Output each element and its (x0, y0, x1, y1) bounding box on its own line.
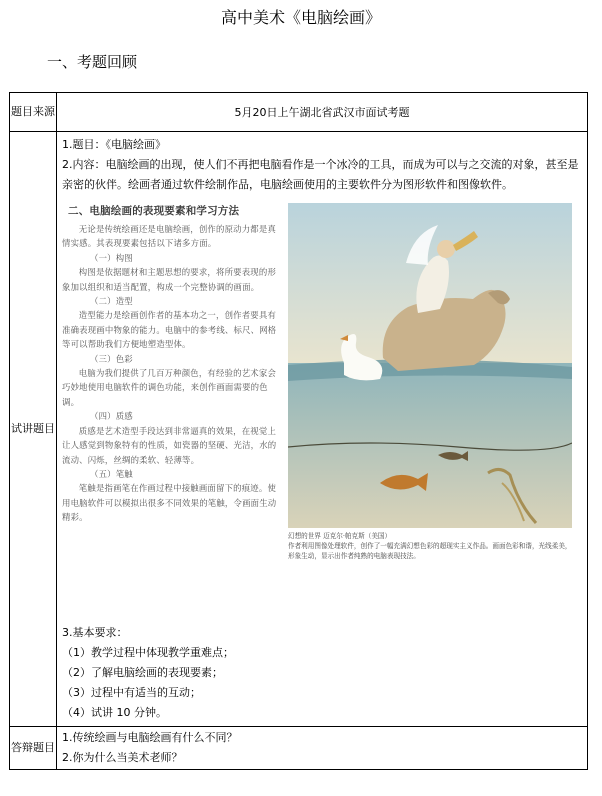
textbook-para-3: 电脑为我们提供了几百万种颜色，有经验的艺术家会巧妙地使用电脑软件的调色功能，来创作画面需要的色调。 (62, 368, 277, 407)
source-label: 题目来源 (10, 93, 57, 132)
trial-topic: 1.题目：《电脑绘画》 (62, 138, 166, 151)
defense-row (10, 727, 588, 770)
requirements-title: 3.基本要求： (62, 626, 128, 639)
trial-content-cell (57, 132, 588, 727)
textbook-para-2: 造型能力是绘画创作者的基本功之一，创作者要具有准确表现画中物象的能力。电脑中的参考线、标尺、网格等可以帮助我们方便地塑造型体。 (62, 310, 277, 350)
requirement-item: （1）教学过程中体现教学重难点； (62, 646, 234, 659)
textbook-excerpt (62, 201, 574, 617)
textbook-sub-2: （二）造型 (90, 296, 133, 307)
exam-table (9, 92, 588, 770)
trial-row (10, 132, 588, 727)
textbook-intro: 无论是传统绘画还是电脑绘画，创作的原动力都是真情实感。其表现要素包括以下诸多方面。 (62, 224, 277, 249)
painting-caption-text: 作者利用图像处理软件，创作了一幅充满幻想色彩的超现实主义作品。画面色彩和谐，光线柔美，形象生动，显示出作者纯熟的电脑表现技法。 (288, 542, 572, 560)
document-title: 高中美术《电脑绘画》 (220, 8, 381, 27)
textbook-heading: 二、电脑绘画的表现要素和学习方法 (68, 205, 240, 217)
trial-content: 2.内容：电脑绘画的出现，使人们不再把电脑看作是一个冰冷的工具，而成为可以与之交流的对象，甚至是亲密的伙伴。绘画者通过软件绘制作品，电脑绘画使用的主要软件分为图形软件和图像软件。 (62, 158, 579, 191)
textbook-para-4: 质感是艺术造型手段达到非常逼真的效果，在视觉上让人感觉到物象特有的性质，如瓷器的坚硬、光洁，水的流动、闪烁，丝绸的柔软、轻薄等。 (62, 425, 277, 465)
textbook-para-5: 笔触是指画笔在作画过程中接触画面留下的痕迹。使用电脑软件可以模拟出很多不同效果的笔触，令画面生动精彩。 (62, 483, 277, 523)
fantasy-world-painting (288, 203, 572, 528)
textbook-text (62, 201, 284, 525)
textbook-para-1: 构图是依据题材和主题思想的要求，将所要表现的形象加以组织和适当配置，构成一个完整协调的画面。 (62, 267, 277, 292)
textbook-sub-3: （三）色彩 (90, 353, 133, 364)
source-row (10, 93, 588, 132)
defense-question: 1.传统绘画与电脑绘画有什么不同？ (62, 731, 238, 744)
painting-caption (288, 531, 572, 561)
textbook-sub-1: （一）构图 (90, 252, 133, 263)
source-value: 5月20日上午湖北省武汉市面试考题 (57, 93, 588, 132)
requirement-item: （3）过程中有适当的互动； (62, 686, 201, 699)
textbook-sub-4: （四）质感 (90, 411, 133, 422)
requirement-item: （2）了解电脑绘画的表现要素； (62, 666, 223, 679)
trial-label: 试讲题目 (10, 132, 57, 727)
section-heading: 一、考题回顾 (47, 53, 138, 71)
defense-question: 2.你为什么当美术老师？ (62, 751, 183, 764)
requirement-item: （4）试讲 10 分钟。 (62, 706, 167, 719)
defense-content-cell (57, 727, 588, 770)
defense-label: 答辩题目 (10, 727, 57, 770)
painting-caption-title: 幻想的世界 迈克尔·帕克斯（美国） (288, 532, 392, 540)
textbook-sub-5: （五）笔触 (90, 468, 133, 479)
